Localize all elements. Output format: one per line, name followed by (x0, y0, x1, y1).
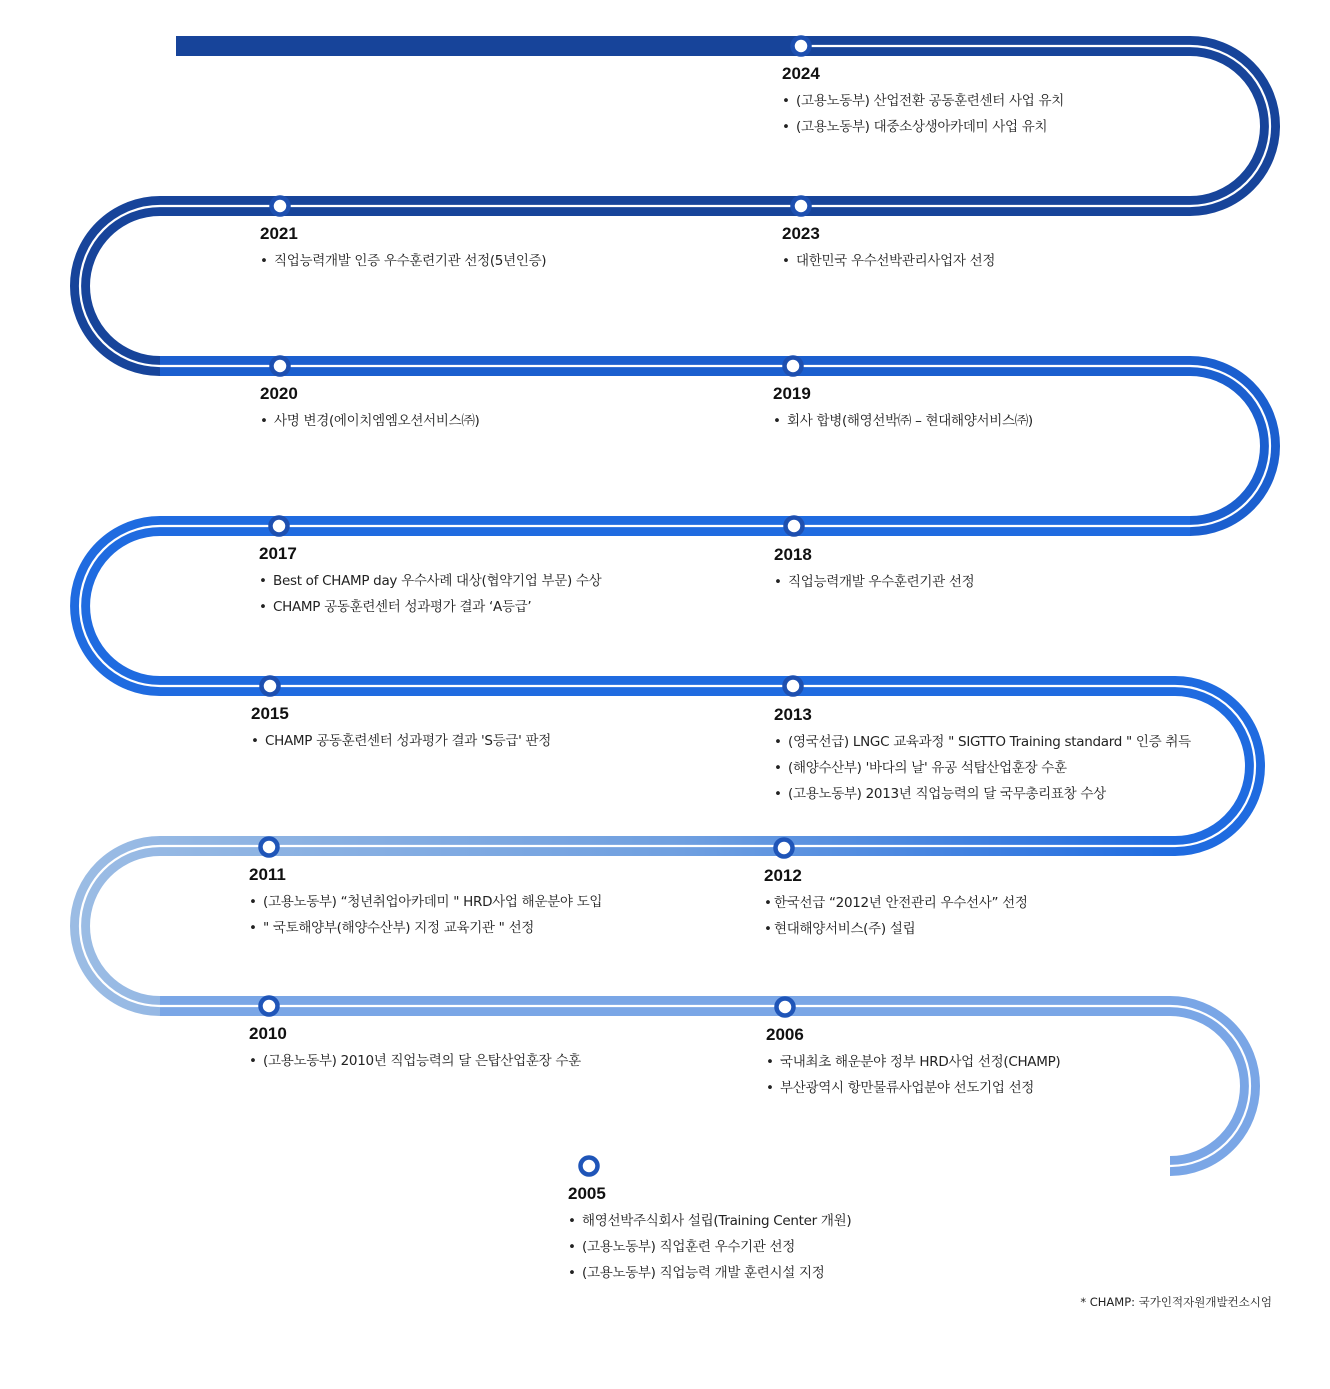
milestone-item (782, 114, 1064, 140)
milestone-2020 (260, 384, 480, 434)
bullet-icon: • (568, 1265, 576, 1281)
milestone-dot-2012 (776, 840, 793, 857)
milestone-item-text: (고용노동부) 대중소상생아카데미 사업 유치 (796, 119, 1048, 135)
bullet-icon: • (774, 786, 782, 802)
milestone-items (249, 1048, 581, 1074)
bullet-icon: • (766, 1080, 774, 1096)
milestone-item-text: 대한민국 우수선박관리사업자 선정 (796, 253, 996, 269)
bullet-icon: • (259, 599, 267, 615)
milestone-item (774, 569, 974, 595)
milestone-item-text: 직업능력개발 우수훈련기관 선정 (788, 574, 975, 590)
milestone-2006 (766, 1025, 1060, 1101)
milestone-items (251, 728, 551, 754)
milestone-item-text: (고용노동부) 직업훈련 우수기관 선정 (582, 1239, 796, 1255)
milestone-item (260, 248, 546, 274)
milestone-items (774, 569, 974, 595)
milestone-item (568, 1208, 851, 1234)
milestone-year: 2015 (251, 704, 289, 723)
milestone-items (782, 88, 1064, 140)
milestone-items (568, 1208, 851, 1286)
milestone-item-text: " 국토해양부(해양수산부) 지정 교육기관 " 선정 (263, 920, 535, 936)
milestone-dot-2024 (793, 38, 810, 55)
milestone-item-text: (고용노동부) 산업전환 공동훈련센터 사업 유치 (796, 93, 1064, 109)
milestone-items (766, 1049, 1060, 1101)
road-segment-4 (80, 526, 1190, 686)
milestone-item-text: 국내최초 해운분야 정부 HRD사업 선정(CHAMP) (780, 1054, 1061, 1070)
milestone-item-text: 부산광역시 항만물류사업분야 선도기업 선정 (780, 1080, 1035, 1096)
milestone-2021 (260, 224, 546, 274)
milestone-year: 2021 (260, 224, 298, 243)
milestone-year: 2020 (260, 384, 298, 403)
bullet-icon: • (782, 93, 790, 109)
bullet-icon: • (249, 894, 257, 910)
milestone-item (249, 915, 602, 941)
milestone-2015 (251, 704, 551, 754)
milestone-2019 (773, 384, 1033, 434)
milestone-dot-2017 (271, 518, 288, 535)
milestone-item (782, 88, 1064, 114)
milestone-2005 (568, 1184, 851, 1286)
milestone-item (259, 568, 601, 594)
milestone-item-text: Best of CHAMP day 우수사례 대상(협약기업 부문) 수상 (273, 573, 602, 589)
milestone-items (260, 248, 546, 274)
milestone-item (259, 594, 601, 620)
milestone-item (774, 781, 1191, 807)
milestone-dot-2010 (261, 998, 278, 1015)
milestone-item-text: (고용노동부) 2013년 직업능력의 달 국무총리표창 수상 (788, 786, 1106, 802)
milestone-item-text: 해영선박주식회사 설립(Training Center 개원) (582, 1213, 852, 1229)
milestone-2010 (249, 1024, 581, 1074)
milestone-item (774, 755, 1191, 781)
bullet-icon: • (773, 413, 781, 429)
milestone-item-text: 직업능력개발 인증 우수훈련기관 선정(5년인증) (274, 253, 547, 269)
milestone-dot-2006 (777, 999, 794, 1016)
milestone-year: 2011 (249, 865, 286, 884)
bullet-icon: • (260, 253, 268, 269)
milestone-item (249, 889, 602, 915)
milestone-item-text: 사명 변경(에이치엠엠오션서비스㈜) (274, 413, 480, 429)
bullet-icon: • (568, 1213, 576, 1229)
milestone-year: 2023 (782, 224, 820, 243)
milestone-item (773, 408, 1033, 434)
milestone-2018 (774, 545, 974, 595)
milestone-year: 2012 (764, 866, 802, 885)
milestone-item-text: (고용노동부) 2010년 직업능력의 달 은탑산업훈장 수훈 (263, 1053, 581, 1069)
milestone-year: 2024 (782, 64, 820, 83)
milestone-item (260, 408, 480, 434)
milestone-items (774, 729, 1191, 807)
milestone-year: 2018 (774, 545, 812, 564)
bullet-icon: • (782, 119, 790, 135)
milestone-dot-2023 (793, 198, 810, 215)
road-segment-2 (80, 206, 1190, 366)
milestone-year: 2019 (773, 384, 811, 403)
milestone-items (782, 248, 995, 274)
milestone-dot-2018 (786, 518, 803, 535)
milestone-item-text: CHAMP 공동훈련센터 성과평가 결과 ‘A등급’ (273, 599, 532, 615)
milestone-items (260, 408, 480, 434)
milestone-item (251, 728, 551, 754)
bullet-icon: • (259, 573, 267, 589)
milestone-item-text: (고용노동부) 직업능력 개발 훈련시설 지정 (582, 1265, 825, 1281)
milestone-2011 (249, 865, 602, 941)
milestone-year: 2006 (766, 1025, 804, 1044)
milestone-item (774, 729, 1191, 755)
milestone-item-text: 회사 합병(해영선박㈜ – 현대해양서비스㈜) (787, 413, 1033, 429)
bullet-icon: • (251, 733, 259, 749)
bullet-icon: • (766, 1054, 774, 1070)
milestone-items (764, 890, 1028, 942)
bullet-icon: • (764, 895, 772, 911)
bullet-icon: • (764, 921, 772, 937)
milestone-items (773, 408, 1033, 434)
milestone-dot-2011 (261, 839, 278, 856)
milestone-item-text: CHAMP 공동훈련센터 성과평가 결과 'S등급' 판정 (265, 733, 552, 749)
milestone-2023 (782, 224, 995, 274)
milestone-2012 (764, 866, 1028, 942)
milestone-2017 (259, 544, 601, 620)
milestone-2024 (782, 64, 1064, 140)
milestone-year: 2010 (249, 1024, 287, 1043)
milestone-dot-2005 (581, 1158, 598, 1175)
milestone-year: 2005 (568, 1184, 606, 1203)
milestone-item-text: (영국선급) LNGC 교육과정 " SIGTTO Training standard " 인증 취득 (788, 734, 1191, 750)
milestone-dot-2021 (272, 198, 289, 215)
milestone-dot-2020 (272, 358, 289, 375)
road-segment-1 (176, 46, 1270, 206)
milestone-item-text: 현대해양서비스(주) 설립 (774, 921, 916, 937)
milestone-item (764, 890, 1028, 916)
road-center-line-4 (80, 526, 1190, 686)
milestone-year: 2017 (259, 544, 297, 563)
milestone-dot-2013 (785, 678, 802, 695)
bullet-icon: • (774, 574, 782, 590)
milestone-2013 (774, 705, 1191, 807)
milestone-item-text: (해양수산부) '바다의 날' 유공 석탑산업훈장 수훈 (788, 760, 1067, 776)
bullet-icon: • (782, 253, 790, 269)
bullet-icon: • (774, 734, 782, 750)
milestone-dot-2019 (785, 358, 802, 375)
milestone-item-text: 한국선급 “2012년 안전관리 우수선사” 선정 (774, 895, 1028, 911)
bullet-icon: • (774, 760, 782, 776)
milestone-item (764, 916, 1028, 942)
milestone-dot-2015 (262, 678, 279, 695)
milestone-item (766, 1049, 1060, 1075)
milestone-items (249, 889, 602, 941)
road-center-line-2 (80, 206, 1190, 366)
bullet-icon: • (260, 413, 268, 429)
milestone-item (766, 1075, 1060, 1101)
milestone-item-text: (고용노동부) “청년취업아카데미 " HRD사업 해운분야 도입 (263, 894, 603, 910)
bullet-icon: • (249, 1053, 257, 1069)
milestone-item (568, 1234, 851, 1260)
milestone-item (568, 1260, 851, 1286)
footnote: * CHAMP: 국가인적자원개발컨소시엄 (1080, 1295, 1272, 1309)
bullet-icon: • (249, 920, 257, 936)
milestone-item (249, 1048, 581, 1074)
bullet-icon: • (568, 1239, 576, 1255)
milestone-year: 2013 (774, 705, 812, 724)
milestone-items (259, 568, 601, 620)
milestone-item (782, 248, 995, 274)
